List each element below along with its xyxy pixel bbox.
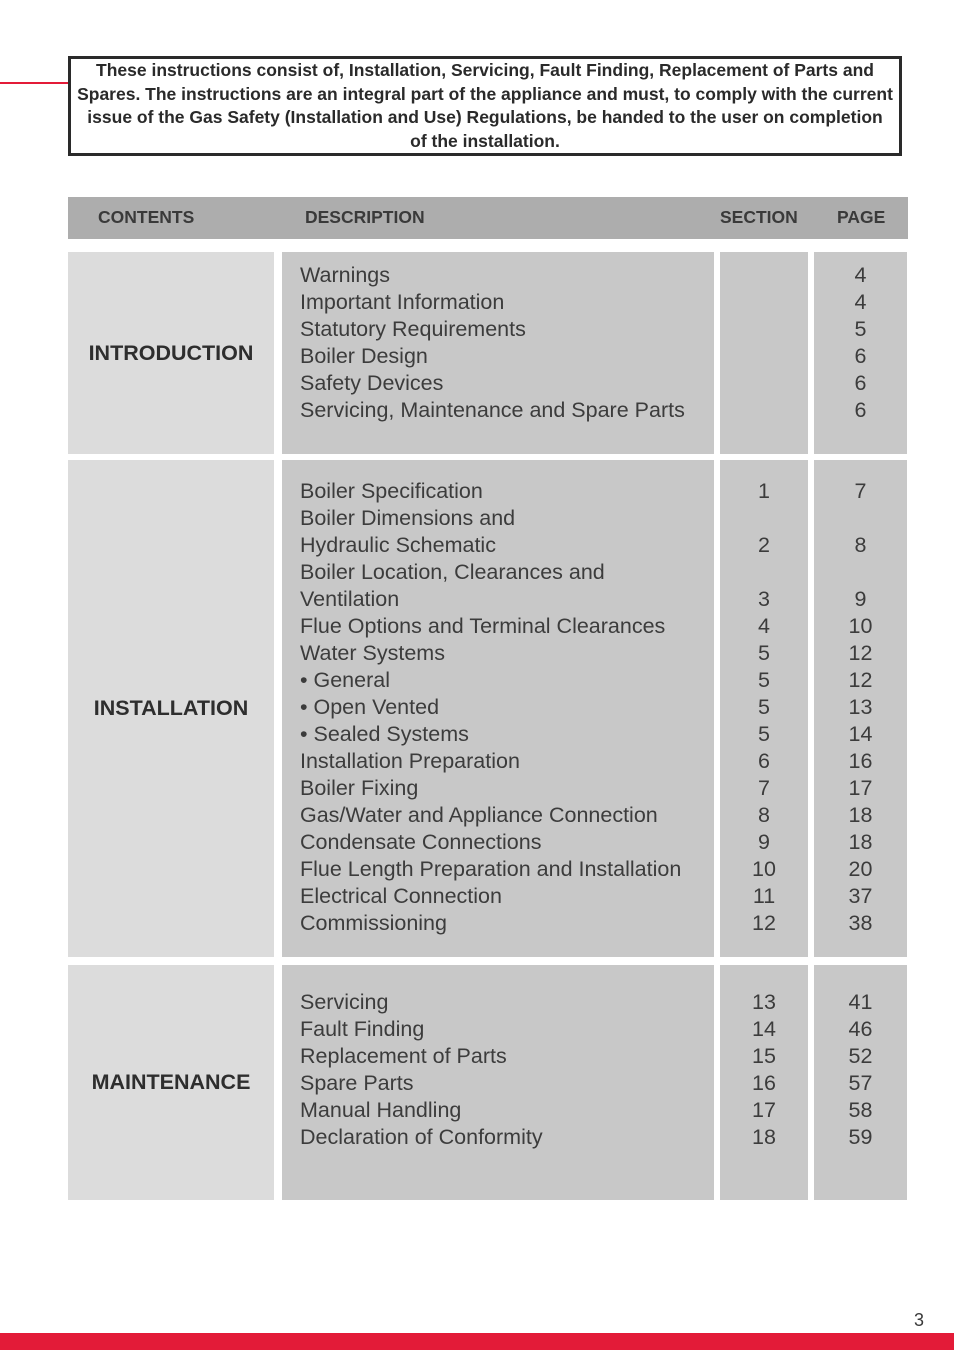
toc-entry: Condensate Connections: [300, 830, 542, 854]
toc-entry: Gas/Water and Appliance Connection: [300, 803, 658, 827]
section-label-introduction: [68, 252, 274, 454]
maintenance-pages: [814, 965, 907, 1200]
toc-page-number: 18: [848, 830, 873, 854]
toc-entry: Manual Handling: [300, 1098, 462, 1122]
toc-entry: • Sealed Systems: [300, 722, 469, 746]
toc-page-number: 58: [848, 1098, 873, 1122]
toc-section-number: 7: [758, 776, 770, 800]
toc-section-number: 8: [758, 803, 770, 827]
section-label-text: INSTALLATION: [93, 696, 249, 720]
header-description: DESCRIPTION: [305, 207, 425, 227]
toc-entry: Declaration of Conformity: [300, 1125, 543, 1149]
toc-page-number: 6: [854, 398, 867, 422]
toc-section-number: 10: [752, 857, 776, 881]
installation-descriptions: [282, 460, 714, 957]
header-contents: CONTENTS: [98, 207, 195, 227]
toc-entry: Boiler Design: [300, 344, 428, 368]
toc-entry: Electrical Connection: [300, 884, 502, 908]
toc-section-number: 1: [758, 479, 770, 503]
toc-entry: • General: [300, 668, 390, 692]
toc-section-number: 5: [758, 641, 770, 665]
toc-page-number: 46: [848, 1017, 873, 1041]
toc-section-number: 15: [752, 1044, 776, 1068]
toc-entry: Boiler Location, Clearances and: [300, 560, 605, 584]
toc-page-number: 52: [848, 1044, 873, 1068]
toc-section-number: 16: [752, 1071, 776, 1095]
toc-section-number: 3: [758, 587, 770, 611]
installation-pages: [814, 460, 907, 957]
introduction-pages: [814, 252, 907, 454]
section-label-installation: [68, 460, 274, 957]
toc-page-number: 17: [848, 776, 873, 800]
toc-section-number: 9: [758, 830, 770, 854]
toc-page-number: 10: [848, 614, 873, 638]
toc-entry: Installation Preparation: [300, 749, 520, 773]
toc-entry: Water Systems: [300, 641, 445, 665]
toc-page-number: 18: [848, 803, 873, 827]
footer-red-bar: [0, 1333, 954, 1350]
toc-section-number: 17: [752, 1098, 776, 1122]
toc-entry: Flue Length Preparation and Installation: [300, 857, 682, 881]
toc-entry: Spare Parts: [300, 1071, 414, 1095]
toc-page-number: 9: [854, 587, 867, 611]
page-number: 3: [913, 1310, 924, 1330]
toc-section-number: 5: [758, 695, 770, 719]
instructions-notice: [68, 56, 902, 156]
toc-entry: Boiler Dimensions and: [300, 506, 516, 530]
maintenance-sections: [720, 965, 808, 1200]
toc-entry: Fault Finding: [300, 1017, 425, 1041]
toc-page-number: 7: [854, 479, 867, 503]
contents-header-bar: [68, 197, 908, 239]
red-accent-line: [0, 82, 69, 84]
header-page: PAGE: [837, 207, 886, 227]
toc-page-number: 4: [854, 263, 867, 287]
toc-entry: Warnings: [300, 263, 391, 287]
toc-section-number: 5: [758, 668, 770, 692]
toc-page-number: 14: [848, 722, 873, 746]
toc-page-number: 59: [848, 1125, 873, 1149]
toc-entry: Hydraulic Schematic: [300, 533, 496, 557]
toc-page-number: 6: [854, 344, 867, 368]
toc-section-number: 11: [752, 884, 776, 908]
introduction-sections: [720, 252, 808, 454]
toc-page-number: 16: [848, 749, 873, 773]
section-label-maintenance: [68, 965, 274, 1200]
toc-entry: Safety Devices: [300, 371, 444, 395]
maintenance-descriptions: [282, 965, 714, 1200]
toc-page-number: 38: [848, 911, 873, 935]
introduction-descriptions: [282, 252, 714, 454]
toc-entry: Flue Options and Terminal Clearances: [300, 614, 666, 638]
toc-entry: • Open Vented: [300, 695, 440, 719]
toc-section-number: 12: [752, 911, 776, 935]
header-section: SECTION: [720, 207, 798, 227]
notice-text: These instructions consist of, Installation, Servicing, Fault Finding, Replacement of Parts and Spares. The instructions are an integral part of the appliance and must, to comply with the current issue of the Gas Safety (Installation and Use) Regulations, be handed to the user on completion of the installation.: [77, 60, 893, 151]
toc-page-number: 5: [854, 317, 867, 341]
section-label-text: INTRODUCTION: [88, 340, 254, 365]
toc-entry: Boiler Specification: [300, 479, 483, 503]
toc-page-number: 20: [848, 857, 873, 881]
toc-section-number: 14: [752, 1017, 776, 1041]
section-label-text: MAINTENANCE: [91, 1070, 251, 1094]
toc-entry: Boiler Fixing: [300, 776, 419, 800]
toc-section-number: 2: [758, 533, 770, 557]
toc-page-number: 12: [848, 641, 873, 665]
toc-page-number: 41: [848, 990, 873, 1014]
toc-section-number: 18: [752, 1125, 776, 1149]
toc-entry: Replacement of Parts: [300, 1044, 507, 1068]
toc-page-number: 8: [854, 533, 867, 557]
toc-entry: Servicing, Maintenance and Spare Parts: [300, 398, 685, 422]
toc-entry: Commissioning: [300, 911, 447, 935]
toc-section-number: 13: [752, 990, 776, 1014]
toc-entry: Servicing: [300, 990, 389, 1014]
toc-page-number: 4: [854, 290, 867, 314]
toc-page-number: 12: [848, 668, 873, 692]
toc-section-number: 5: [758, 722, 770, 746]
toc-entry: Statutory Requirements: [300, 317, 526, 341]
toc-entry: Important Information: [300, 290, 505, 314]
toc-entry: Ventilation: [300, 587, 400, 611]
toc-section-number: 6: [758, 749, 770, 773]
toc-page-number: 6: [854, 371, 867, 395]
toc-section-number: 4: [758, 614, 770, 638]
installation-sections: [720, 460, 808, 957]
toc-page-number: 37: [848, 884, 873, 908]
toc-page-number: 13: [848, 695, 873, 719]
toc-page-number: 57: [848, 1071, 873, 1095]
